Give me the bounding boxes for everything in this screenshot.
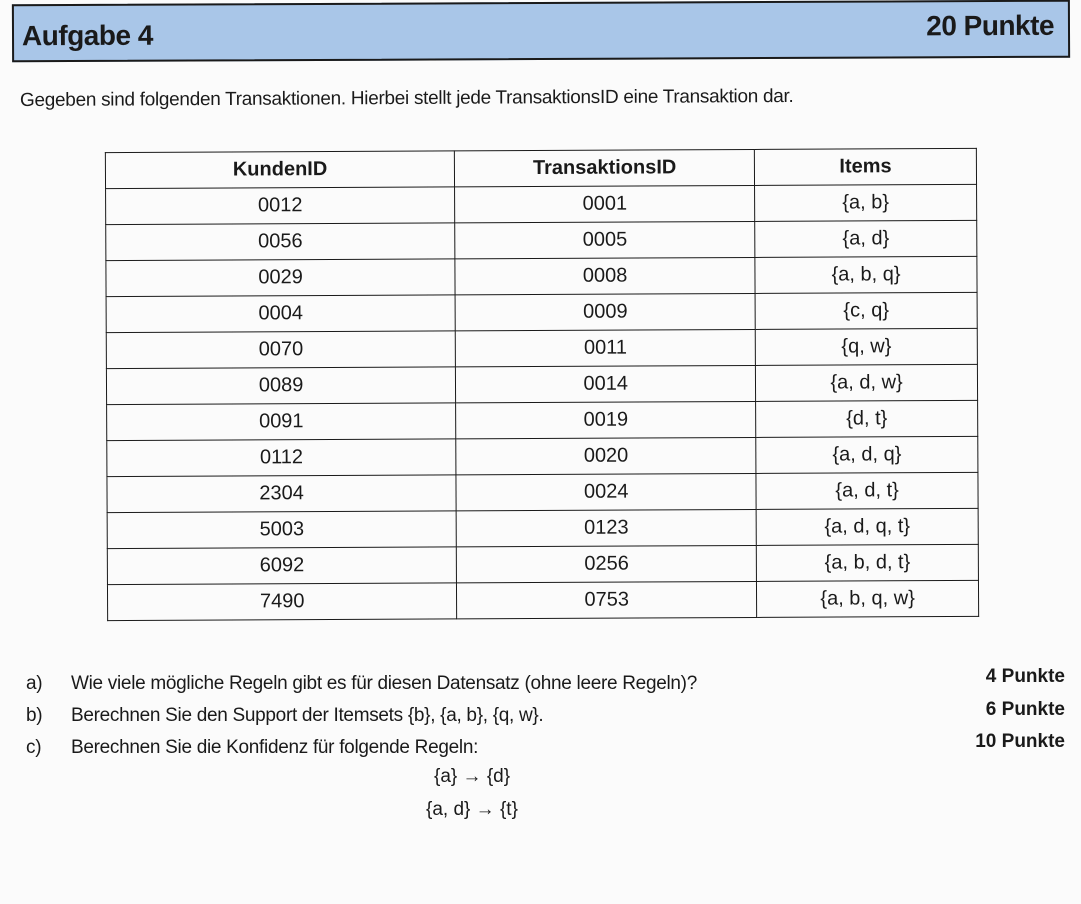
cell-items: {c, q}	[755, 292, 977, 329]
cell-kundenid: 6092	[107, 547, 456, 585]
table-row	[107, 472, 978, 512]
table-row	[106, 256, 977, 296]
transactions-table	[105, 148, 979, 621]
cell-kundenid: 5003	[107, 511, 456, 549]
question-text: Berechnen Sie den Support der Itemsets {b}, {a, b}, {q, w}.	[71, 705, 544, 726]
cell-transaktionsid: 0019	[456, 401, 756, 438]
table-row	[107, 400, 978, 440]
intro-text: Gegeben sind folgenden Transaktionen. Hierbei stellt jede TransaktionsID eine Transaktion dar.	[19, 85, 794, 112]
table-header-row	[105, 148, 976, 188]
cell-items: {a, d, q, t}	[756, 508, 978, 545]
cell-items: {a, b, d, t}	[756, 544, 978, 581]
cell-items: {a, d}	[755, 220, 977, 257]
cell-kundenid: 0004	[106, 295, 455, 333]
question-letter: b)	[26, 705, 43, 726]
column-header-kundenid: KundenID	[105, 151, 454, 189]
question-b-points: 6 Punkte	[985, 699, 1065, 720]
question-text: Berechnen Sie die Konfidenz für folgende Regeln:	[71, 737, 479, 758]
table-row	[106, 184, 977, 224]
column-header-transaktionsid: TransaktionsID	[455, 149, 755, 186]
table-row	[107, 544, 978, 584]
cell-kundenid: 0091	[107, 403, 456, 441]
question-c-points: 10 Punkte	[975, 731, 1065, 752]
cell-items: {a, d, q}	[756, 436, 978, 473]
cell-kundenid: 0012	[106, 187, 455, 225]
cell-kundenid: 0070	[106, 331, 455, 369]
column-header-items: Items	[755, 148, 977, 185]
question-letter: a)	[26, 673, 43, 694]
question-text: Wie viele mögliche Regeln gibt es für diesen Datensatz (ohne leere Regeln)?	[71, 673, 697, 694]
cell-kundenid: 0089	[106, 367, 455, 405]
cell-transaktionsid: 0753	[457, 581, 757, 618]
cell-kundenid: 2304	[107, 475, 456, 513]
rule-2: {a, d} → {t}	[426, 799, 518, 820]
cell-items: {a, d, t}	[756, 472, 978, 509]
cell-items: {d, t}	[756, 400, 978, 437]
table-row	[107, 508, 978, 548]
cell-items: {a, b, q, w}	[757, 580, 979, 617]
task-total-points: 20 Punkte	[926, 9, 1055, 42]
cell-items: {q, w}	[755, 328, 977, 365]
cell-kundenid: 0056	[106, 223, 455, 261]
cell-items: {a, b}	[755, 184, 977, 221]
table-row	[106, 364, 977, 404]
cell-items: {a, b, q}	[755, 256, 977, 293]
table-row	[107, 436, 978, 476]
table-row	[106, 292, 977, 332]
cell-transaktionsid: 0008	[455, 257, 755, 294]
cell-kundenid: 7490	[107, 583, 456, 621]
cell-transaktionsid: 0011	[455, 329, 755, 366]
cell-transaktionsid: 0009	[455, 293, 755, 330]
cell-transaktionsid: 0005	[455, 221, 755, 258]
task-title: Aufgabe 4	[21, 19, 153, 52]
cell-transaktionsid: 0001	[455, 185, 755, 222]
cell-transaktionsid: 0123	[456, 509, 756, 546]
cell-kundenid: 0112	[107, 439, 456, 477]
cell-transaktionsid: 0014	[456, 365, 756, 402]
cell-items: {a, d, w}	[756, 364, 978, 401]
task-header	[12, 0, 1070, 62]
table-row	[106, 328, 977, 368]
cell-transaktionsid: 0256	[457, 545, 757, 582]
table-row	[106, 220, 977, 260]
cell-transaktionsid: 0024	[456, 473, 756, 510]
cell-transaktionsid: 0020	[456, 437, 756, 474]
question-a-points: 4 Punkte	[985, 666, 1065, 687]
table-row	[107, 580, 978, 620]
rule-1: {a} → {d}	[434, 766, 511, 787]
question-letter: c)	[26, 737, 42, 758]
cell-kundenid: 0029	[106, 259, 455, 297]
